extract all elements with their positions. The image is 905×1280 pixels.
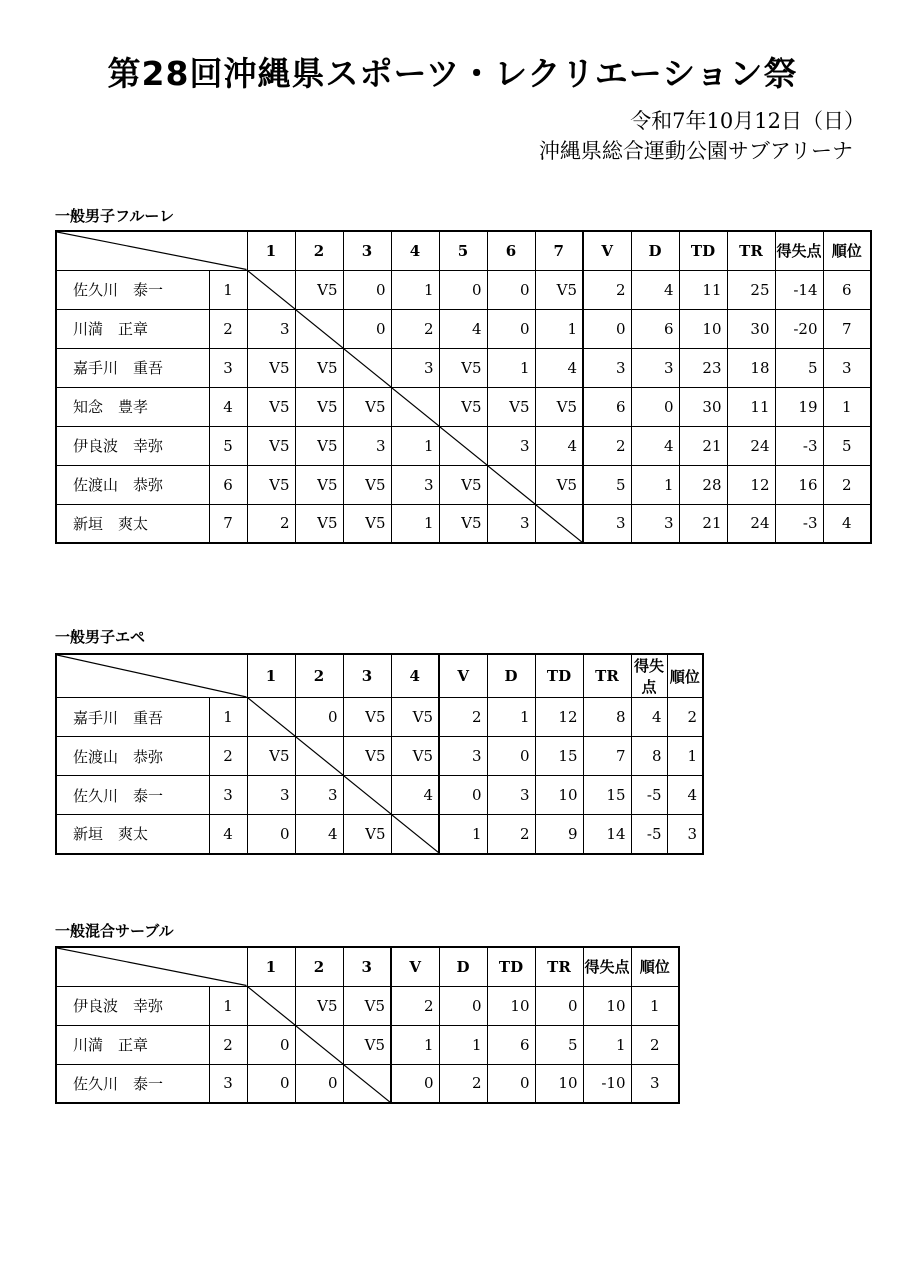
- self-bout-cell: [535, 504, 583, 543]
- diagonal-line: [344, 349, 391, 387]
- table-row: [56, 465, 871, 504]
- table-row: [56, 986, 679, 1025]
- stat-rank: 3: [631, 1064, 679, 1103]
- stat-diff: 4: [631, 698, 667, 737]
- fencer-number: 1: [209, 698, 247, 737]
- table-row: [56, 270, 871, 309]
- stat-rank: 5: [823, 426, 871, 465]
- fencer-number: 2: [209, 309, 247, 348]
- stat-diff: 8: [631, 737, 667, 776]
- column-header: 2: [295, 947, 343, 986]
- diagonal-line: [296, 737, 343, 775]
- bout-score: V5: [295, 986, 343, 1025]
- self-bout-cell: [343, 1064, 391, 1103]
- fencer-number: 6: [209, 465, 247, 504]
- stat-tr: 10: [535, 1064, 583, 1103]
- stat-tr: 8: [583, 698, 631, 737]
- diagonal-line: [296, 1026, 343, 1064]
- bout-score: V5: [247, 737, 295, 776]
- bout-score: 0: [343, 270, 391, 309]
- diagonal-line: [344, 1065, 391, 1103]
- bout-score: 0: [247, 1025, 295, 1064]
- diagonal-line: [392, 388, 439, 426]
- column-header: 順位: [631, 947, 679, 986]
- pool-title: 一般混合サーブル: [55, 922, 174, 940]
- stat-v: 2: [583, 426, 631, 465]
- self-bout-cell: [343, 776, 391, 815]
- stat-v: 3: [583, 348, 631, 387]
- bout-score: V5: [487, 387, 535, 426]
- corner-cell: [56, 947, 247, 986]
- column-header: 1: [247, 231, 295, 270]
- bout-score: V5: [295, 426, 343, 465]
- stat-rank: 2: [823, 465, 871, 504]
- stat-diff: 5: [775, 348, 823, 387]
- bout-score: V5: [247, 426, 295, 465]
- stat-rank: 6: [823, 270, 871, 309]
- column-header: TR: [535, 947, 583, 986]
- bout-score: V5: [247, 348, 295, 387]
- stat-rank: 4: [823, 504, 871, 543]
- stat-d: 3: [631, 348, 679, 387]
- fencer-number: 7: [209, 504, 247, 543]
- bout-score: V5: [343, 815, 391, 854]
- self-bout-cell: [247, 986, 295, 1025]
- bout-score: V5: [343, 465, 391, 504]
- bout-score: V5: [295, 504, 343, 543]
- column-header: 1: [247, 947, 295, 986]
- self-bout-cell: [391, 815, 439, 854]
- stat-rank: 1: [667, 737, 703, 776]
- bout-score: V5: [439, 465, 487, 504]
- stat-td: 9: [535, 815, 583, 854]
- stat-tr: 7: [583, 737, 631, 776]
- self-bout-cell: [487, 465, 535, 504]
- fencer-number: 1: [209, 270, 247, 309]
- stat-d: 1: [631, 465, 679, 504]
- table-row: [56, 426, 871, 465]
- bout-score: V5: [535, 465, 583, 504]
- stat-d: 3: [631, 504, 679, 543]
- column-header: 3: [343, 231, 391, 270]
- stat-rank: 1: [631, 986, 679, 1025]
- bout-score: V5: [439, 387, 487, 426]
- stat-tr: 24: [727, 426, 775, 465]
- column-header: 4: [391, 654, 439, 698]
- diagonal-line: [344, 776, 391, 814]
- fencer-name: 嘉手川 重吾: [56, 698, 209, 737]
- column-header: TD: [487, 947, 535, 986]
- table-row: [56, 737, 703, 776]
- header-row: [56, 654, 703, 698]
- pool-title: 一般男子エペ: [55, 628, 146, 646]
- diagonal-line: [296, 310, 343, 348]
- column-header: TD: [535, 654, 583, 698]
- table-row: [56, 815, 703, 854]
- stat-diff: 1: [583, 1025, 631, 1064]
- bout-score: 1: [391, 504, 439, 543]
- bout-score: 4: [535, 426, 583, 465]
- column-header: 3: [343, 654, 391, 698]
- stat-d: 1: [439, 1025, 487, 1064]
- stat-diff: 16: [775, 465, 823, 504]
- bout-score: 3: [487, 504, 535, 543]
- stat-td: 15: [535, 737, 583, 776]
- stat-v: 2: [391, 986, 439, 1025]
- column-header: 3: [343, 947, 391, 986]
- stat-td: 21: [679, 426, 727, 465]
- table-row: [56, 776, 703, 815]
- stat-td: 21: [679, 504, 727, 543]
- bout-score: 1: [391, 270, 439, 309]
- fencer-name: 伊良波 幸弥: [56, 426, 209, 465]
- column-header: V: [439, 654, 487, 698]
- diagonal-line: [248, 271, 295, 309]
- stat-td: 23: [679, 348, 727, 387]
- stat-d: 2: [439, 1064, 487, 1103]
- stat-tr: 24: [727, 504, 775, 543]
- stat-d: 3: [487, 776, 535, 815]
- bout-score: 3: [391, 465, 439, 504]
- bout-score: 4: [295, 815, 343, 854]
- stat-d: 6: [631, 309, 679, 348]
- column-header: TD: [679, 231, 727, 270]
- stat-td: 30: [679, 387, 727, 426]
- stat-tr: 30: [727, 309, 775, 348]
- bout-score: V5: [295, 465, 343, 504]
- corner-cell: [56, 231, 247, 270]
- fencer-name: 佐久川 泰一: [56, 270, 209, 309]
- stat-d: 0: [439, 986, 487, 1025]
- bout-score: 0: [295, 1064, 343, 1103]
- bout-score: V5: [247, 387, 295, 426]
- self-bout-cell: [295, 1025, 343, 1064]
- column-header: TR: [583, 654, 631, 698]
- fencer-name: 嘉手川 重吾: [56, 348, 209, 387]
- bout-score: 3: [247, 309, 295, 348]
- column-header: 順位: [667, 654, 703, 698]
- stat-v: 2: [583, 270, 631, 309]
- corner-cell: [56, 654, 247, 698]
- event-date: 令和7年10月12日（日）: [630, 109, 865, 133]
- fencer-number: 4: [209, 387, 247, 426]
- column-header: D: [631, 231, 679, 270]
- stat-rank: 3: [823, 348, 871, 387]
- pool-title: 一般男子フルーレ: [55, 207, 175, 225]
- bout-score: 3: [295, 776, 343, 815]
- stat-v: 3: [583, 504, 631, 543]
- diagonal-line: [536, 505, 583, 543]
- fencer-number: 2: [209, 737, 247, 776]
- bout-score: V5: [247, 465, 295, 504]
- bout-score: V5: [391, 737, 439, 776]
- bout-score: 1: [487, 348, 535, 387]
- stat-d: 0: [487, 737, 535, 776]
- bout-score: V5: [439, 504, 487, 543]
- bout-score: 0: [343, 309, 391, 348]
- bout-score: 0: [439, 270, 487, 309]
- bout-score: 3: [391, 348, 439, 387]
- table-row: [56, 1064, 679, 1103]
- pool-table: [55, 946, 680, 1104]
- stat-rank: 2: [667, 698, 703, 737]
- stat-d: 0: [631, 387, 679, 426]
- stat-rank: 2: [631, 1025, 679, 1064]
- bout-score: 0: [487, 309, 535, 348]
- stat-td: 10: [535, 776, 583, 815]
- stat-td: 10: [487, 986, 535, 1025]
- header-row: [56, 231, 871, 270]
- column-header: 順位: [823, 231, 871, 270]
- fencer-name: 伊良波 幸弥: [56, 986, 209, 1025]
- diagonal-line: [488, 466, 535, 504]
- stat-td: 28: [679, 465, 727, 504]
- bout-score: 1: [391, 426, 439, 465]
- column-header: D: [487, 654, 535, 698]
- stat-d: 4: [631, 426, 679, 465]
- stat-tr: 5: [535, 1025, 583, 1064]
- stat-v: 6: [583, 387, 631, 426]
- stat-tr: 25: [727, 270, 775, 309]
- stat-td: 10: [679, 309, 727, 348]
- bout-score: V5: [343, 504, 391, 543]
- bout-score: 4: [391, 776, 439, 815]
- table-row: [56, 387, 871, 426]
- fencer-number: 2: [209, 1025, 247, 1064]
- stat-diff: -14: [775, 270, 823, 309]
- bout-score: V5: [535, 270, 583, 309]
- stat-td: 12: [535, 698, 583, 737]
- stat-diff: 19: [775, 387, 823, 426]
- diagonal-line: [57, 948, 247, 986]
- diagonal-line: [248, 987, 295, 1025]
- stat-tr: 15: [583, 776, 631, 815]
- fencer-name: 佐久川 泰一: [56, 1064, 209, 1103]
- stat-v: 0: [391, 1064, 439, 1103]
- event-venue: 沖縄県総合運動公園サブアリーナ: [538, 139, 853, 163]
- pool-table: [55, 653, 704, 855]
- column-header: V: [391, 947, 439, 986]
- table-row: [56, 309, 871, 348]
- column-header: 6: [487, 231, 535, 270]
- stat-tr: 14: [583, 815, 631, 854]
- pool-table: [55, 230, 872, 544]
- stat-v: 3: [439, 737, 487, 776]
- stat-v: 0: [583, 309, 631, 348]
- bout-score: V5: [343, 986, 391, 1025]
- bout-score: 4: [535, 348, 583, 387]
- bout-score: 4: [439, 309, 487, 348]
- fencer-number: 3: [209, 1064, 247, 1103]
- stat-diff: 10: [583, 986, 631, 1025]
- stat-rank: 1: [823, 387, 871, 426]
- fencer-name: 知念 豊孝: [56, 387, 209, 426]
- fencer-number: 4: [209, 815, 247, 854]
- stat-tr: 0: [535, 986, 583, 1025]
- stat-td: 11: [679, 270, 727, 309]
- stat-tr: 12: [727, 465, 775, 504]
- bout-score: 3: [247, 776, 295, 815]
- bout-score: 0: [247, 1064, 295, 1103]
- page-title: 第28回沖縄県スポーツ・レクリエーション祭: [107, 54, 798, 93]
- bout-score: V5: [295, 387, 343, 426]
- stat-diff: -5: [631, 776, 667, 815]
- diagonal-line: [248, 698, 295, 736]
- stat-rank: 7: [823, 309, 871, 348]
- bout-score: 2: [247, 504, 295, 543]
- bout-score: V5: [343, 387, 391, 426]
- stat-diff: -3: [775, 426, 823, 465]
- diagonal-line: [440, 427, 487, 465]
- bout-score: 3: [343, 426, 391, 465]
- table-row: [56, 348, 871, 387]
- diagonal-line: [57, 655, 247, 697]
- stat-d: 4: [631, 270, 679, 309]
- stat-rank: 3: [667, 815, 703, 854]
- column-header: 5: [439, 231, 487, 270]
- stat-tr: 18: [727, 348, 775, 387]
- bout-score: 0: [487, 270, 535, 309]
- stat-v: 1: [439, 815, 487, 854]
- fencer-number: 3: [209, 776, 247, 815]
- stat-td: 6: [487, 1025, 535, 1064]
- fencer-name: 佐久川 泰一: [56, 776, 209, 815]
- column-header: 4: [391, 231, 439, 270]
- bout-score: V5: [535, 387, 583, 426]
- stat-rank: 4: [667, 776, 703, 815]
- column-header: 2: [295, 654, 343, 698]
- bout-score: 3: [487, 426, 535, 465]
- column-header: D: [439, 947, 487, 986]
- stat-v: 1: [391, 1025, 439, 1064]
- bout-score: V5: [343, 698, 391, 737]
- stat-v: 2: [439, 698, 487, 737]
- fencer-name: 川満 正章: [56, 309, 209, 348]
- self-bout-cell: [295, 737, 343, 776]
- stat-d: 1: [487, 698, 535, 737]
- bout-score: 0: [247, 815, 295, 854]
- bout-score: V5: [295, 270, 343, 309]
- column-header: V: [583, 231, 631, 270]
- stat-diff: -10: [583, 1064, 631, 1103]
- self-bout-cell: [343, 348, 391, 387]
- column-header: 2: [295, 231, 343, 270]
- table-row: [56, 698, 703, 737]
- bout-score: V5: [391, 698, 439, 737]
- table-row: [56, 504, 871, 543]
- fencer-number: 1: [209, 986, 247, 1025]
- fencer-name: 佐渡山 恭弥: [56, 737, 209, 776]
- stat-d: 2: [487, 815, 535, 854]
- self-bout-cell: [439, 426, 487, 465]
- bout-score: V5: [295, 348, 343, 387]
- column-header: TR: [727, 231, 775, 270]
- fencer-number: 3: [209, 348, 247, 387]
- stat-diff: -3: [775, 504, 823, 543]
- stat-tr: 11: [727, 387, 775, 426]
- fencer-number: 5: [209, 426, 247, 465]
- header-row: [56, 947, 679, 986]
- stat-diff: -20: [775, 309, 823, 348]
- column-header: 得失点: [631, 654, 667, 698]
- bout-score: V5: [343, 1025, 391, 1064]
- stat-td: 0: [487, 1064, 535, 1103]
- bout-score: 2: [391, 309, 439, 348]
- bout-score: 0: [295, 698, 343, 737]
- bout-score: 1: [535, 309, 583, 348]
- column-header: 得失点: [775, 231, 823, 270]
- stat-v: 0: [439, 776, 487, 815]
- bout-score: V5: [343, 737, 391, 776]
- self-bout-cell: [391, 387, 439, 426]
- diagonal-line: [57, 232, 247, 270]
- column-header: 得失点: [583, 947, 631, 986]
- self-bout-cell: [295, 309, 343, 348]
- fencer-name: 佐渡山 恭弥: [56, 465, 209, 504]
- fencer-name: 川満 正章: [56, 1025, 209, 1064]
- column-header: 7: [535, 231, 583, 270]
- stat-diff: -5: [631, 815, 667, 854]
- column-header: 1: [247, 654, 295, 698]
- fencer-name: 新垣 爽太: [56, 504, 209, 543]
- self-bout-cell: [247, 698, 295, 737]
- fencer-name: 新垣 爽太: [56, 815, 209, 854]
- self-bout-cell: [247, 270, 295, 309]
- diagonal-line: [392, 815, 439, 853]
- bout-score: V5: [439, 348, 487, 387]
- table-row: [56, 1025, 679, 1064]
- stat-v: 5: [583, 465, 631, 504]
